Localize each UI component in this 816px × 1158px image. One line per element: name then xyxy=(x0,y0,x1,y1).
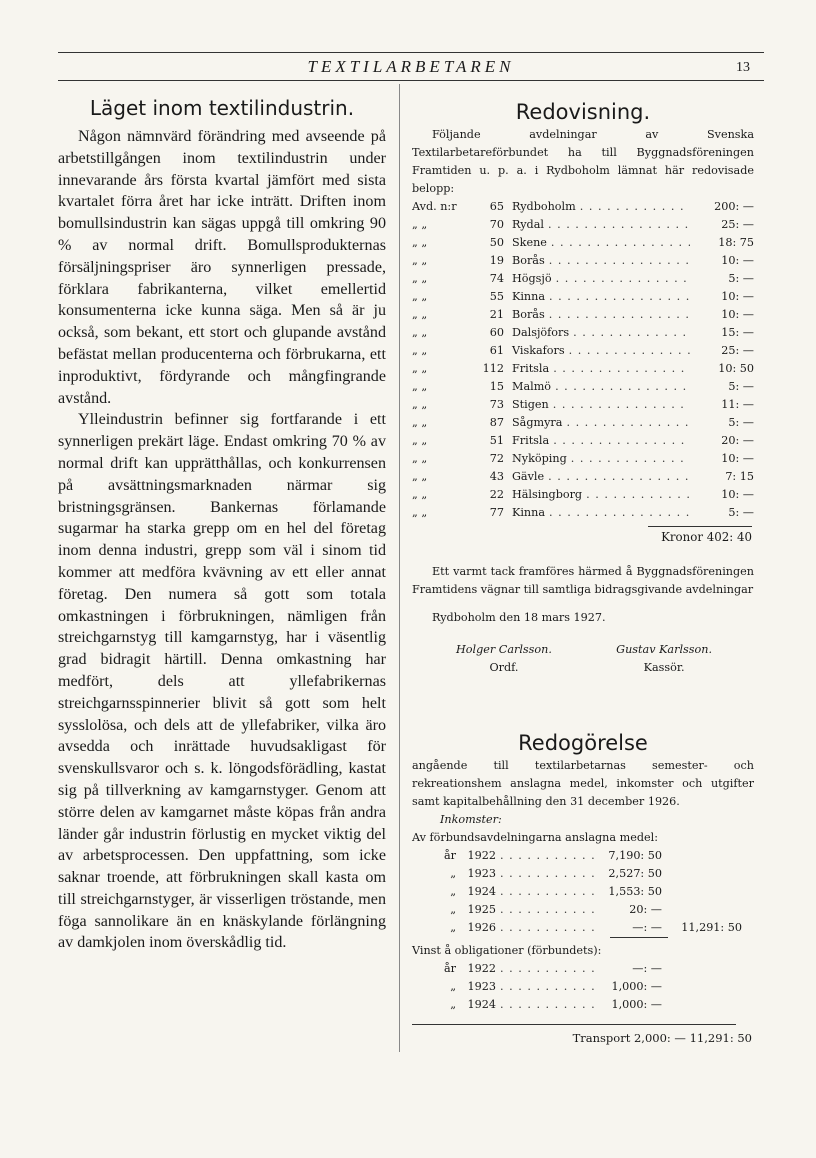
row-prefix: „ „ xyxy=(412,470,428,483)
income-row xyxy=(412,865,754,883)
contribution-row xyxy=(412,216,754,234)
row-place: Fritsla xyxy=(512,434,550,447)
leader-dots xyxy=(500,960,600,978)
row-prefix: „ „ xyxy=(412,344,428,357)
row-amount: 2,527: 50 xyxy=(608,867,662,880)
contribution-row xyxy=(412,360,754,378)
row-number: 73 xyxy=(489,398,504,411)
row-amount: 5: — xyxy=(728,272,754,285)
row-amount: 10: — xyxy=(721,308,754,321)
row-amount: —: — xyxy=(632,962,662,975)
row-number: 87 xyxy=(489,416,504,429)
thanks-text: Ett varmt tack framföres härmed å Byggnadsföreningen Framtidens vägnar till samtliga bidragsgivande avdelningar xyxy=(412,565,754,596)
row-number: 74 xyxy=(489,272,504,285)
row-prefix: „ „ xyxy=(412,326,428,339)
leader-dots xyxy=(553,360,690,378)
row-amount: 5: — xyxy=(728,380,754,393)
contribution-row xyxy=(412,324,754,342)
row-place: Sågmyra xyxy=(512,416,563,429)
row-place: Högsjö xyxy=(512,272,552,285)
income-row xyxy=(412,996,754,1014)
inkomster-label: Inkomster: xyxy=(440,813,502,826)
income-row xyxy=(412,883,754,901)
contribution-row xyxy=(412,486,754,504)
leader-dots xyxy=(571,450,690,468)
contribution-row xyxy=(412,378,754,396)
contribution-row xyxy=(412,342,754,360)
leader-dots xyxy=(586,486,690,504)
row-year: 1922 xyxy=(467,962,496,975)
signature-chair xyxy=(456,641,552,677)
row-number: 21 xyxy=(489,308,504,321)
leader-dots xyxy=(549,504,690,522)
row-place: Borås xyxy=(512,308,545,321)
leader-dots xyxy=(573,324,690,342)
row-sum: 11,291: 50 xyxy=(681,921,742,934)
row-amount: 25: — xyxy=(721,344,754,357)
leader-dots xyxy=(500,919,600,937)
right-column xyxy=(412,98,754,1047)
contribution-row xyxy=(412,270,754,288)
row-place: Kinna xyxy=(512,506,546,519)
row-place: Fritsla xyxy=(512,362,550,375)
row-year: 1922 xyxy=(467,849,496,862)
section2-rows xyxy=(412,960,754,1014)
row-prefix: „ xyxy=(450,903,456,916)
leader-dots xyxy=(500,865,600,883)
row-place: Rydboholm xyxy=(512,200,576,213)
redovisning-intro: Följande avdelningar av Svenska Textilarbetareförbundet ha till Byggnadsföreningen Framtiden u. p. a. i Rydboholm lämnat här redovisade belopp: xyxy=(412,128,754,195)
article-paragraph-1: Någon nämnvärd förändring med avseende på arbetstillgången inom textilindustrin under innevarande års första kvartal jämfört med sista kvartalet förra året har icke inträtt. Driften inom bomullsindustrin kan sägas uppgå till omkring 90 % av normal drift. Bomullsprodukternas försäljningspriser äro synnerligen pressade, förklara fabrikanterna, vilket emellertid konsumenterna icke kunna säga. Men så är ju också, som bekant, ett stort och glupande avstånd befästat mellan producenterna och förbrukarna, ett inproduktivt, fördyrande och mångfingrande avstånd. xyxy=(58,128,386,407)
leader-dots xyxy=(500,847,600,865)
row-prefix: år xyxy=(443,849,456,862)
row-number: 50 xyxy=(489,236,504,249)
row-prefix: „ „ xyxy=(412,272,428,285)
section2-label: Vinst å obligationer (förbundets): xyxy=(412,944,602,957)
row-amount: 1,553: 50 xyxy=(608,885,662,898)
row-amount: 1,000: — xyxy=(611,980,662,993)
leader-dots xyxy=(548,468,690,486)
row-year: 1923 xyxy=(467,867,496,880)
row-amount: 10: — xyxy=(721,290,754,303)
income-row xyxy=(412,901,754,919)
row-number: 22 xyxy=(489,488,504,501)
row-prefix: „ „ xyxy=(412,488,428,501)
contribution-row xyxy=(412,252,754,270)
row-amount: 5: — xyxy=(728,416,754,429)
row-prefix: „ xyxy=(450,885,456,898)
leader-dots xyxy=(549,252,690,270)
row-place: Stigen xyxy=(512,398,549,411)
header-top-rule xyxy=(58,52,764,53)
row-number: 70 xyxy=(489,218,504,231)
row-amount: 10: — xyxy=(721,452,754,465)
dateline: Rydboholm den 18 mars 1927. xyxy=(432,611,606,624)
contribution-row xyxy=(412,234,754,252)
row-amount: 10: — xyxy=(721,254,754,267)
income-row xyxy=(412,960,754,978)
row-prefix: „ „ xyxy=(412,506,428,519)
income-row xyxy=(412,847,754,865)
leader-dots xyxy=(549,306,690,324)
contribution-total: Kronor 402: 40 xyxy=(661,530,752,544)
leader-dots xyxy=(500,901,600,919)
leader-dots xyxy=(556,270,690,288)
row-prefix: „ „ xyxy=(412,290,428,303)
income-row xyxy=(412,978,754,996)
contribution-row xyxy=(412,198,754,216)
row-amount: 15: — xyxy=(721,326,754,339)
leader-dots xyxy=(553,432,690,450)
row-place: Malmö xyxy=(512,380,552,393)
row-prefix: „ „ xyxy=(412,308,428,321)
leader-dots xyxy=(500,978,600,996)
article-paragraph-2: Ylleindustrin befinner sig fortfarande i ett synnerligen prekärt läge. Endast omkring 70 % av normal drift kan upprätthållas, och konkurrensen på avsättningsmarknaden närmar sig bristningsgränsen. Bankernas förlamande sugarmar ha starka grepp om en hel del företag inom denna industri, grepp som väl i sinom tid kommer att medföra kvävning av ett eller annat företag. Den numera så gott som totala omkastningen i förbrukningen, nämligen från streichgarnstyg till kamgarnstyg, har i väsentlig grad bidragit härtill. Denna omkastning har medfört, dels att yllefabrikernas streichgarnsspinnerier blivit så gott som helt sysslolösa, och dels att de yllefabriker, vilka äro avsedda och inrättade huvudsakligast för svenskullsvaror och s. k. löngodsförädling, kastat sig på tillverkning av kamgarnstyger. Genom att större delen av kamgarnet måste köpas från andra länder går industrin förlustig en mycket viktig del av arbetsprocessen. Den uppfattning, som icke saknar troende, att förbrukningen skall kasta om till streichgarnstyger, är visserligen tröstande, men föga sannolikare än en knäskylande förlängning av damkjolen inom överskådlig tid. xyxy=(58,411,386,952)
signature-treasurer xyxy=(616,641,712,677)
row-number: 55 xyxy=(489,290,504,303)
row-number: 43 xyxy=(489,470,504,483)
row-prefix: „ „ xyxy=(412,398,428,411)
row-number: 51 xyxy=(489,434,504,447)
row-year: 1926 xyxy=(467,921,496,934)
contribution-row xyxy=(412,450,754,468)
row-amount: 200: — xyxy=(714,200,754,213)
row-place: Skene xyxy=(512,236,547,249)
contribution-row xyxy=(412,468,754,486)
row-prefix: „ „ xyxy=(412,254,428,267)
article-title: Läget inom textilindustrin. xyxy=(89,96,355,120)
page-number: 13 xyxy=(736,60,750,75)
row-prefix: „ xyxy=(450,921,456,934)
row-amount: 5: — xyxy=(728,506,754,519)
signatures xyxy=(412,641,754,677)
row-prefix: „ „ xyxy=(412,434,428,447)
row-number: 60 xyxy=(489,326,504,339)
row-number: 72 xyxy=(489,452,504,465)
contribution-row xyxy=(412,414,754,432)
journal-title: TEXTILARBETAREN xyxy=(307,57,515,76)
row-prefix: „ „ xyxy=(412,452,428,465)
row-number: 15 xyxy=(489,380,504,393)
row-place: Hälsingborg xyxy=(512,488,583,501)
leader-dots xyxy=(566,414,690,432)
row-prefix: Avd. n:r xyxy=(412,200,457,213)
row-amount: 7,190: 50 xyxy=(608,849,662,862)
row-prefix: år xyxy=(443,962,456,975)
contribution-row xyxy=(412,396,754,414)
leader-dots xyxy=(551,234,690,252)
row-prefix: „ „ xyxy=(412,380,428,393)
row-prefix: „ xyxy=(450,998,456,1011)
subtotal-rule xyxy=(610,937,668,938)
leader-dots xyxy=(500,996,600,1014)
signature-role: Kassör. xyxy=(643,661,685,674)
leader-dots xyxy=(555,378,690,396)
row-amount: 10: — xyxy=(721,488,754,501)
row-prefix: „ „ xyxy=(412,416,428,429)
leader-dots xyxy=(553,396,690,414)
section1-rows xyxy=(412,847,754,938)
contribution-row xyxy=(412,432,754,450)
row-year: 1924 xyxy=(467,885,496,898)
leader-dots xyxy=(549,288,690,306)
contribution-row xyxy=(412,306,754,324)
row-prefix: „ „ xyxy=(412,218,428,231)
signature-name: Gustav Karlsson. xyxy=(616,643,712,656)
row-place: Nyköping xyxy=(512,452,567,465)
redogorelse-intro: angående till textilarbetarnas semester- och rekreationshem anslagna medel, inkomster och utgifter samt kapitalbehållning den 31 december 1926. xyxy=(412,759,754,808)
column-divider xyxy=(399,84,400,1052)
transport-rule xyxy=(412,1024,736,1025)
redogorelse-title: Redogörelse xyxy=(518,731,648,755)
row-year: 1924 xyxy=(467,998,496,1011)
leader-dots xyxy=(500,883,600,901)
row-amount: 7: 15 xyxy=(725,470,754,483)
transport-line: Transport 2,000: — 11,291: 50 xyxy=(572,1031,752,1045)
row-number: 61 xyxy=(489,344,504,357)
leader-dots xyxy=(580,198,690,216)
row-prefix: „ „ xyxy=(412,362,428,375)
income-row xyxy=(412,919,754,937)
row-number: 19 xyxy=(489,254,504,267)
row-place: Gävle xyxy=(512,470,545,483)
row-year: 1923 xyxy=(467,980,496,993)
header-bottom-rule xyxy=(58,80,764,81)
row-place: Rydal xyxy=(512,218,544,231)
left-column xyxy=(58,96,386,954)
contribution-list xyxy=(412,198,754,522)
row-amount: —: — xyxy=(632,921,662,934)
row-amount: 11: — xyxy=(721,398,754,411)
row-prefix: „ xyxy=(450,980,456,993)
row-number: 65 xyxy=(489,200,504,213)
leader-dots xyxy=(569,342,690,360)
signature-role: Ordf. xyxy=(489,661,519,674)
row-year: 1925 xyxy=(467,903,496,916)
row-amount: 25: — xyxy=(721,218,754,231)
row-prefix: „ xyxy=(450,867,456,880)
row-prefix: „ „ xyxy=(412,236,428,249)
row-place: Kinna xyxy=(512,290,546,303)
leader-dots xyxy=(548,216,690,234)
row-number: 77 xyxy=(489,506,504,519)
row-place: Viskafors xyxy=(512,344,565,357)
section1-label: Av förbundsavdelningarna anslagna medel: xyxy=(412,831,658,844)
row-number: 112 xyxy=(482,362,504,375)
row-amount: 18: 75 xyxy=(718,236,754,249)
row-amount: 1,000: — xyxy=(611,998,662,1011)
signature-name: Holger Carlsson. xyxy=(456,643,552,656)
row-place: Dalsjöfors xyxy=(512,326,570,339)
contribution-row xyxy=(412,288,754,306)
redovisning-title: Redovisning. xyxy=(515,100,651,124)
row-amount: 20: — xyxy=(721,434,754,447)
contribution-row xyxy=(412,504,754,522)
row-amount: 20: — xyxy=(629,903,662,916)
row-amount: 10: 50 xyxy=(718,362,754,375)
row-place: Borås xyxy=(512,254,545,267)
